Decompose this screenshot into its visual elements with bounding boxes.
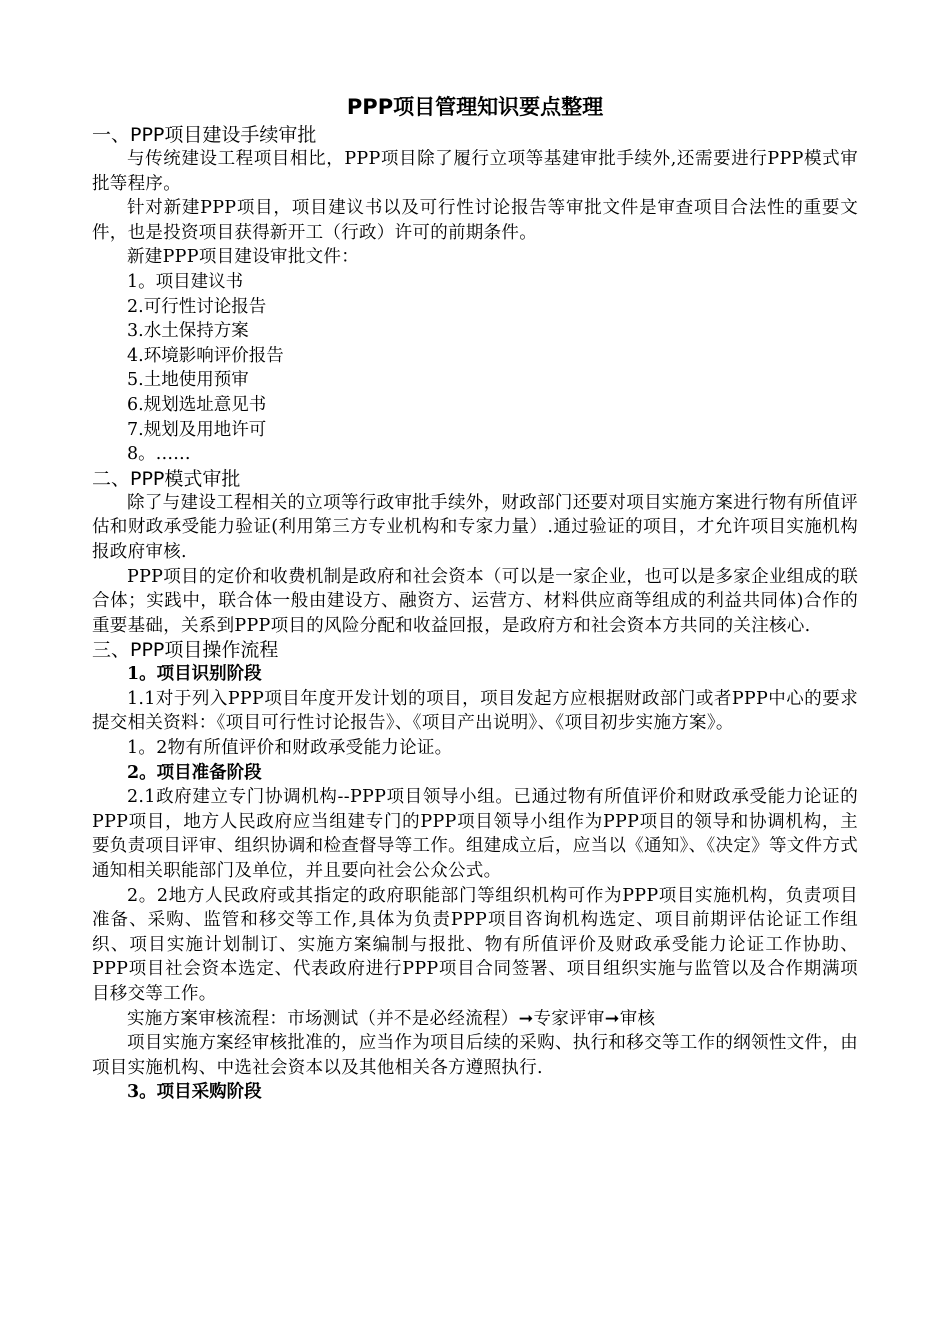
approval-file-list	[92, 270, 858, 467]
paragraph: 1.1对于列入PPP项目年度开发计划的项目，项目发起方应根据财政部门或者PPP中心的要求提交相关资料：《项目可行性讨论报告》、《项目产出说明》、《项目初步实施方案》。	[92, 688, 858, 734]
document-title: PPP项目管理知识要点整理	[346, 95, 604, 119]
list-item: 8。……	[127, 444, 191, 465]
list-item: 1。项目建议书	[127, 271, 244, 292]
section-heading-2: 二、PPP模式审批	[92, 467, 241, 490]
list-item: 4.环境影响评价报告	[127, 345, 284, 366]
list-item: 6.规划选址意见书	[127, 394, 267, 415]
paragraph: 项目实施方案经审核批准的，应当作为项目后续的采购、执行和移交等工作的纲领性文件，由项目实施机构、中选社会资本以及其他相关各方遵照执行.	[92, 1033, 858, 1078]
list-item: 2.可行性讨论报告	[127, 296, 267, 317]
stage-heading-1: 1。项目识别阶段	[127, 664, 262, 685]
paragraph: 2.1政府建立专门协调机构--PPP项目领导小组。已通过物有所值评价和财政承受能力论证的PPP项目，地方人民政府应当组建专门的PPP项目领导小组作为PPP项目的领导和协调机构，主要负责项目评审、组织协调和检查督导等工作。组建成立后，应当以《通知》、《决定》等文件方式通知相关职能部门及单位，并且要向社会公众公式。	[92, 787, 858, 882]
list-item: 5.土地使用预审	[127, 370, 249, 391]
stage-heading-2: 2。项目准备阶段	[127, 762, 262, 783]
paragraph: 2。2地方人民政府或其指定的政府职能部门等组织机构可作为PPP项目实施机构，负责项目准备、采购、监管和移交等工作,具体为负责PPP项目咨询机构选定、项目前期评估论证工作组织、项目实施计划制订、实施方案编制与报批、物有所值评价及财政承受能力论证工作协助、PPP项目社会资本选定、代表政府进行PPP项目合同签署、项目组织实施与监管以及合作期满项目移交等工作。	[92, 885, 858, 1004]
list-item: 3.水土保持方案	[127, 321, 249, 342]
paragraph: 1。2物有所值评价和财政承受能力论证。	[127, 738, 453, 759]
section-heading-3: 三、PPP项目操作流程	[92, 639, 279, 662]
paragraph: PPP项目的定价和收费机制是政府和社会资本（可以是一家企业，也可以是多家企业组成的联合体；实践中，联合体一般由建设方、融资方、运营方、材料供应商等组成的利益共同体)合作的重要基础，关系到PPP项目的风险分配和收益回报，是政府方和社会资本方共同的关注核心.	[92, 566, 858, 636]
paragraph: 针对新建PPP项目，项目建议书以及可行性讨论报告等审批文件是审查项目合法性的重要文件，也是投资项目获得新开工（行政）许可的前期条件。	[92, 198, 858, 243]
stage-heading-3: 3。项目采购阶段	[127, 1082, 262, 1103]
paragraph: 除了与建设工程相关的立项等行政审批手续外，财政部门还要对项目实施方案进行物有所值评估和财政承受能力验证(利用第三方专业机构和专家力量）.通过验证的项目，才允许项目实施机构报政府审核.	[92, 492, 858, 562]
paragraph: 实施方案审核流程：市场测试（并不是必经流程）➞专家评审➞审核	[127, 1008, 656, 1029]
list-item: 7.规划及用地许可	[127, 419, 267, 440]
paragraph: 与传统建设工程项目相比，PPP项目除了履行立项等基建审批手续外,还需要进行PPP模式审批等程序。	[92, 149, 858, 194]
section-heading-1: 一、PPP项目建设手续审批	[92, 124, 317, 146]
paragraph: 新建PPP项目建设审批文件：	[127, 247, 360, 268]
